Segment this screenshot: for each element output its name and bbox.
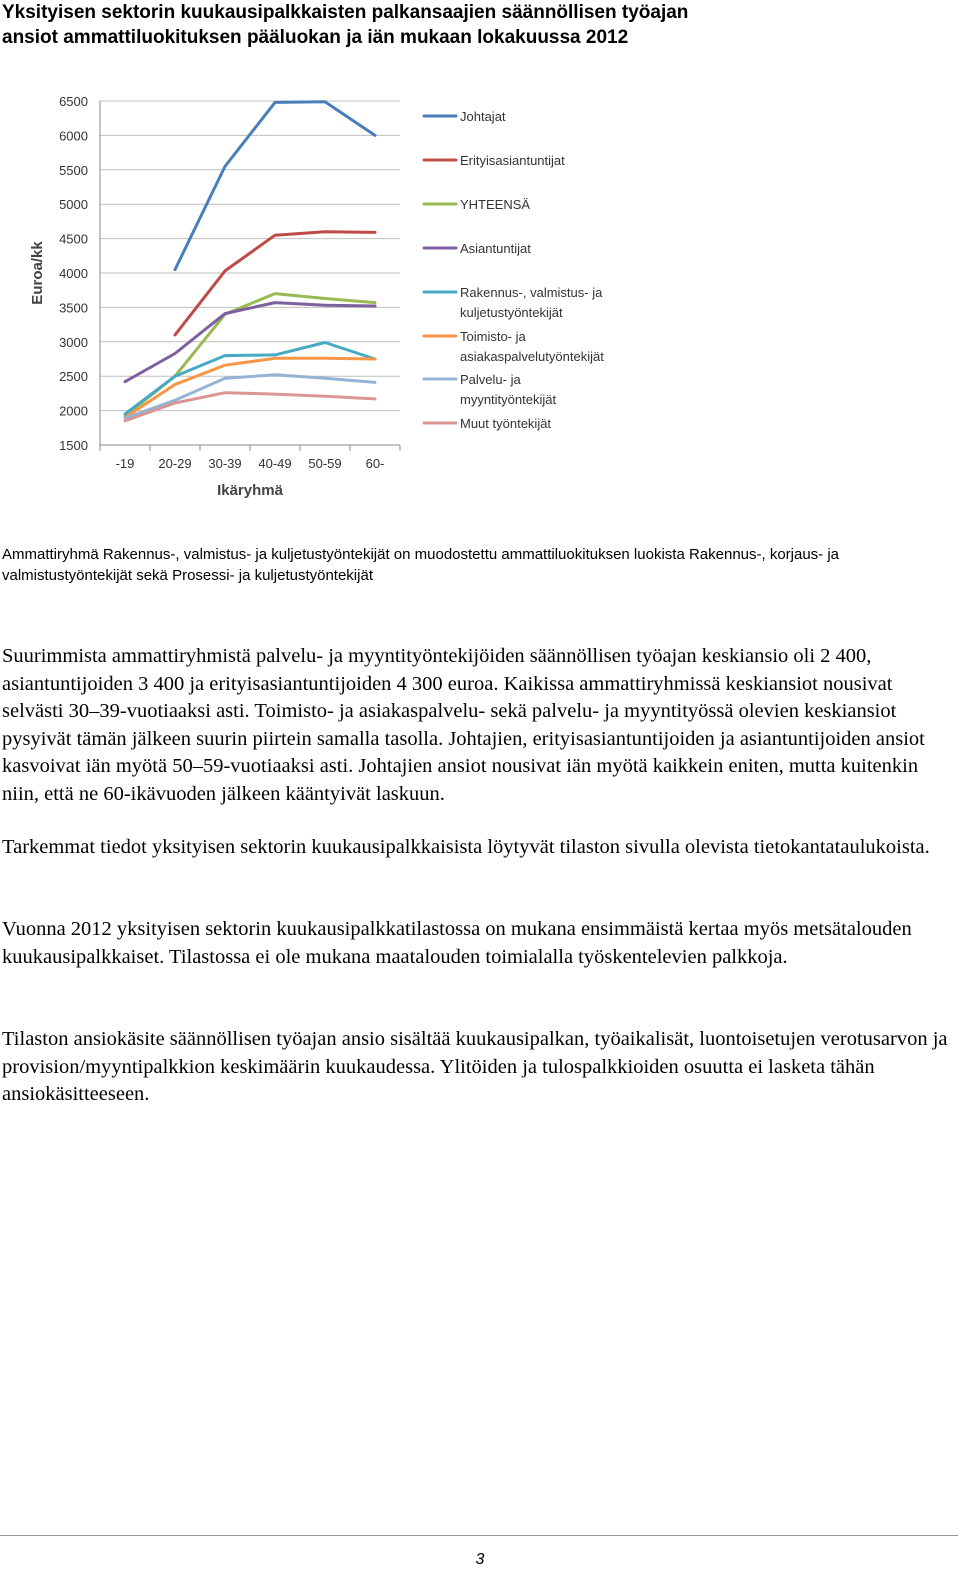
x-tick-label: 60- [365, 456, 385, 471]
x-tick-label: 50-59 [308, 456, 342, 471]
legend-label: YHTEENSÄ [460, 197, 531, 212]
page-title: Yksityisen sektorin kuukausipalkkaisten palkansaajien säännöllisen työajan ansiot ammattiluokituksen pääluokan ja iän mukaan lokakuussa 2012 [2, 2, 689, 48]
x-tick-label: 30-39 [208, 456, 242, 471]
footer-divider [0, 1535, 958, 1536]
x-axis-title: Ikäryhmä [217, 482, 283, 499]
y-tick-label: 4500 [59, 231, 88, 247]
body-paragraph-4: Tilaston ansiokäsite säännöllisen työajan ansio sisältää kuukausipalkan, työaikalisät, luontoisetujen verotusarvon ja provision/myyntipalkkion keskimäärin kuukaudessa. Ylitöiden ja tulospalkkioiden osuutta ei lasketa tähän ansiokäsitteeseen. [2, 1028, 948, 1105]
y-tick-label: 1500 [59, 438, 88, 453]
body-paragraph-3: Vuonna 2012 yksityisen sektorin kuukausipalkkatilastossa on mukana ensimmäistä kertaa myös metsätalouden kuukausipalkkaiset. Tilastossa ei ole mukana maatalouden toimialalla työskentelevien palkkoja. [2, 918, 912, 968]
y-tick-label: 6500 [59, 94, 88, 109]
legend-label: Toimisto- ja asiakaspalvelutyöntekijät [460, 329, 604, 364]
body-paragraph-2: Tarkemmat tiedot yksityisen sektorin kuukausipalkkaisista löytyvät tilaston sivulla olevista tietokantataulukoista. [2, 836, 930, 858]
y-axis-title: Euroa/kk [29, 241, 46, 305]
y-tick-label: 6000 [59, 128, 88, 144]
x-tick-label: -19 [115, 456, 135, 471]
y-tick-label: 3000 [59, 334, 88, 350]
legend-label: Muut työntekijät [460, 416, 552, 431]
legend-label: Asiantuntijat [460, 241, 531, 256]
y-tick-label: 2000 [59, 403, 88, 419]
x-tick-label: 20-29 [158, 456, 192, 471]
y-tick-label: 5000 [59, 197, 88, 213]
legend-label: Palvelu- ja myyntityöntekijät [460, 372, 557, 407]
legend-label: Rakennus-, valmistus- ja kuljetustyöntekijät [460, 285, 603, 320]
page-number: 3 [475, 1551, 485, 1568]
series-line-1 [175, 102, 375, 270]
y-tick-label: 2500 [59, 369, 88, 385]
earnings-line-chart [0, 80, 660, 520]
series-line-8 [125, 393, 375, 421]
series-line-2 [175, 232, 375, 335]
legend-label: Erityisasiantuntijat [460, 153, 565, 168]
chart-note: Ammattiryhmä Rakennus-, valmistus- ja kuljetustyöntekijät on muodostettu ammattiluokituksen luokista Rakennus-, korjaus- ja valmistustyöntekijät sekä Prosessi- ja kuljetustyöntekijät [2, 546, 840, 584]
y-tick-label: 4000 [59, 266, 88, 281]
body-paragraph-1: Suurimmista ammattiryhmistä palvelu- ja myyntityöntekijöiden säännöllisen työajan keskiansio oli 2 400, asiantuntijoiden 3 400 ja erityisasiantuntijoiden 4 300 euroa. Kaikissa ammattiryhmissä keskiansiot nousivat selvästi 30–39-vuotiaaksi asti. Toimisto- ja asiakaspalvelu- sekä palvelu- ja myyntityössä olevien keskiansiot pysyivät tämän jälkeen suurin piirtein samalla tasolla. Johtajien, erityisasiantuntijoiden ja asiantuntijoiden ansiot kasvoivat iän myötä 50–59-vuotiaaksi asti. Johtajien ansiot nousivat iän myötä kaikkein eniten, mutta kuitenkin niin, että ne 60-ikävuoden jälkeen kääntyivät laskuun. [2, 645, 925, 805]
x-tick-label: 40-49 [258, 456, 292, 471]
legend-label: Johtajat [460, 109, 506, 124]
y-tick-label: 3500 [59, 300, 88, 316]
y-tick-label: 5500 [59, 162, 88, 178]
